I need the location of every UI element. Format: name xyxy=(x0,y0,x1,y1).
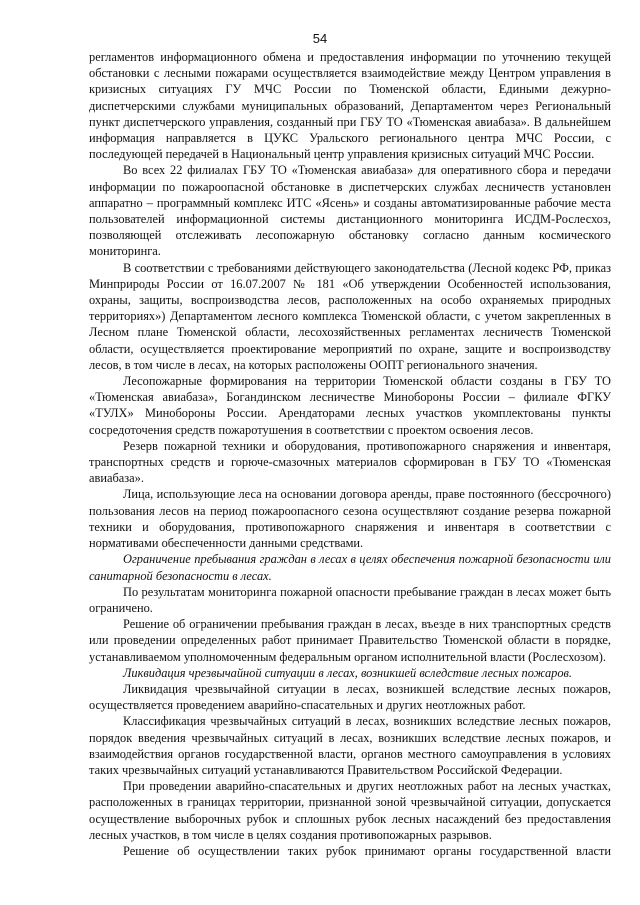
paragraph: Решение об ограничении пребывания граждан в лесах, въезде в них транспортных средств или проведении определенных работ принимает Правительство Тюменской области в порядке, устанавливаемом уполномоченным федеральным органом исполнительной власти (Рослесхозом). xyxy=(89,617,611,664)
paragraph: Лесопожарные формирования на территории Тюменской области созданы в ГБУ ТО «Тюменская авиабаза», Богандинском лесничестве Минобороны России – филиале ФГКУ «ТУЛХ» Минобороны России. Арендаторами лесных участков укомплектованы пункты сосредоточения средств пожаротушения в соответствии с проектом освоения лесов. xyxy=(89,374,611,437)
section-heading: Ликвидация чрезвычайной ситуации в лесах, возникшей вследствие лесных пожаров. xyxy=(123,665,573,680)
paragraph: При проведении аварийно-спасательных и других неотложных работ на лесных участках, расположенных в границах территории, признанной зоной чрезвычайной ситуации, допускается осуществление выборочных рубок и сплошных рубок лесных насаждений без предоставления лесных участков, в том числе в целях создания противопожарных разрывов. xyxy=(89,779,611,842)
section-heading: Ограничение пребывания граждан в лесах в целях обеспечения пожарной безопасности или санитарной безопасности в лесах. xyxy=(89,552,611,583)
document-body xyxy=(89,49,611,859)
paragraph: Во всех 22 филиалах ГБУ ТО «Тюменская авиабаза» для оперативного сбора и передачи информации по пожароопасной обстановке в диспетчерских службах лесничеств установлен аппаратно – программный комплекс ИТС «Ясень» и созданы автоматизированные рабочие места пользователей информационной системы дистанционного мониторинга ИСДМ-Рослесхоз, позволяющей отслеживать лесопожарную обстановку согласно данным космического мониторинга. xyxy=(89,163,611,259)
paragraph: Резерв пожарной техники и оборудования, противопожарного снаряжения и инвентаря, транспортных средств и горюче-смазочных материалов сформирован в ГБУ ТО «Тюменская авиабаза». xyxy=(89,438,611,486)
paragraph: Классификация чрезвычайных ситуаций в лесах, возникших вследствие лесных пожаров, порядок введения чрезвычайных ситуаций в лесах, возникших вследствие лесных пожаров, и взаимодействия органов государственной власти, органов местного самоуправления в условиях таких чрезвычайных ситуаций устанавливаются Правительством Российской Федерации. xyxy=(89,714,611,777)
paragraph: регламентов информационного обмена и предоставления информации по уточнению текущей обстановки с лесными пожарами осуществляется взаимодействие между Центром управления в кризисных ситуациях ГУ МЧС России по Тюменской области, Едиными дежурно-диспетчерскими службами муниципальных образований, Департаментом через Региональный пункт диспетчерского управления, созданный при ГБУ ТО «Тюменская авиабаза». В дальнейшем информация направляется в ЦУКС Уральского регионального центра МЧС России, с последующей передачей в Национальный центр управления кризисных ситуаций МЧС России. xyxy=(89,50,611,162)
paragraph: По результатам мониторинга пожарной опасности пребывание граждан в лесах может быть ограничено. xyxy=(89,584,611,615)
page-number: 54 xyxy=(312,31,328,46)
paragraph: Ликвидация чрезвычайной ситуации в лесах, возникшей вследствие лесных пожаров, осуществляется проведением аварийно-спасательных и других неотложных работ. xyxy=(89,681,611,713)
paragraph: Решение об осуществлении таких рубок принимают органы государственной власти xyxy=(123,843,611,858)
paragraph: Лица, использующие леса на основании договора аренды, праве постоянного (бессрочного) пользования лесов на период пожароопасного сезона осуществляют создание резерва пожарной техники и оборудования, противопожарного снаряжения и инвентаря в соответствии с нормативами обеспеченности данными средствами. xyxy=(89,487,611,551)
paragraph: В соответствии с требованиями действующего законодательства (Лесной кодекс РФ, приказ Минприроды России от 16.07.2007 № 181 «Об утверждении Особенностей использования, охраны, защиты, воспроизводства лесов, расположенных на особо охраняемых природных территориях») Департаментом лесного комплекса Тюменской области, с учетом закрепленных в Лесном плане Тюменской области, лесохозяйственных регламентах лесничеств Тюменской области, осуществляется проектирование мероприятий по охране, защите и воспроизводству лесов, в том числе в лесах, на которых расположены ООПТ регионального значения. xyxy=(89,260,611,372)
